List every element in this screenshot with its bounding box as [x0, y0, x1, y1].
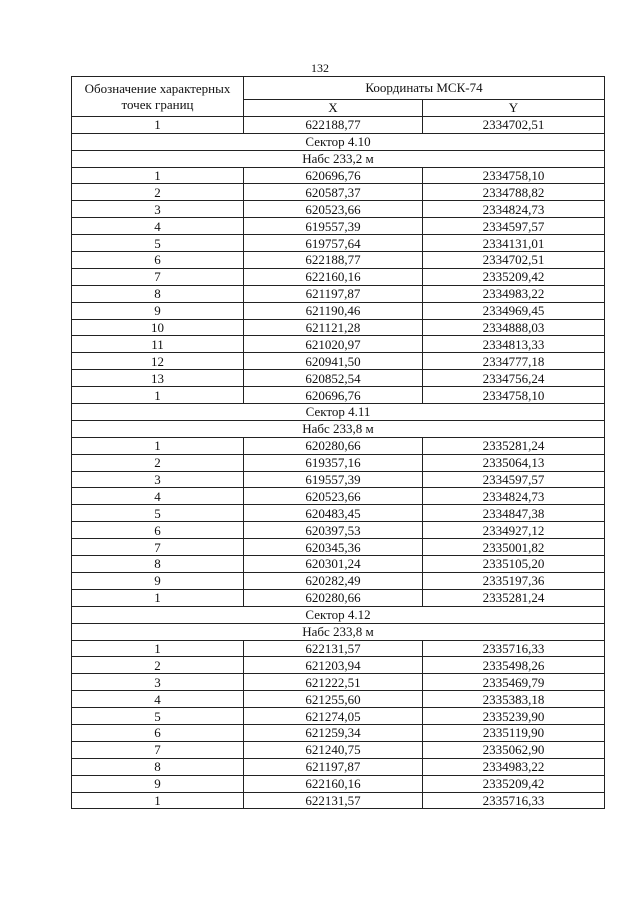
- y-coordinate-cell: 2335383,18: [423, 691, 605, 708]
- header-coordinates-group: Координаты МСК-74: [244, 77, 605, 100]
- point-id-cell: 7: [72, 539, 244, 556]
- sector-heading-row: [72, 404, 605, 421]
- sector-heading-row: [72, 606, 605, 623]
- point-id-cell: 6: [72, 724, 244, 741]
- coordinates-table: [71, 76, 605, 809]
- table-row: [72, 201, 605, 218]
- header-y: Y: [423, 100, 605, 117]
- table-row: [72, 539, 605, 556]
- y-coordinate-cell: 2335281,24: [423, 437, 605, 454]
- y-coordinate-cell: 2334788,82: [423, 184, 605, 201]
- point-id-cell: 1: [72, 167, 244, 184]
- y-coordinate-cell: 2334131,01: [423, 235, 605, 252]
- y-coordinate-cell: 2335062,90: [423, 741, 605, 758]
- sector-title: Сектор 4.12: [72, 606, 605, 623]
- point-id-cell: 3: [72, 201, 244, 218]
- absolute-height-label: Набс 233,2 м: [72, 150, 605, 167]
- x-coordinate-cell: 621274,05: [244, 708, 423, 725]
- point-id-cell: 1: [72, 589, 244, 606]
- point-id-cell: 4: [72, 488, 244, 505]
- x-coordinate-cell: 620696,76: [244, 167, 423, 184]
- y-coordinate-cell: 2334597,57: [423, 471, 605, 488]
- table-row: [72, 184, 605, 201]
- point-id-cell: 6: [72, 522, 244, 539]
- table-row: [72, 167, 605, 184]
- y-coordinate-cell: 2334927,12: [423, 522, 605, 539]
- point-id-cell: 9: [72, 572, 244, 589]
- altitude-row: [72, 623, 605, 640]
- point-id-cell: 9: [72, 302, 244, 319]
- x-coordinate-cell: 620852,54: [244, 370, 423, 387]
- point-id-cell: 9: [72, 775, 244, 792]
- table-row: [72, 522, 605, 539]
- point-id-cell: 12: [72, 353, 244, 370]
- y-coordinate-cell: 2334824,73: [423, 488, 605, 505]
- x-coordinate-cell: 619557,39: [244, 218, 423, 235]
- y-coordinate-cell: 2335239,90: [423, 708, 605, 725]
- y-coordinate-cell: 2335197,36: [423, 572, 605, 589]
- table-row: [72, 640, 605, 657]
- y-coordinate-cell: 2335498,26: [423, 657, 605, 674]
- y-coordinate-cell: 2335209,42: [423, 268, 605, 285]
- x-coordinate-cell: 620280,66: [244, 589, 423, 606]
- x-coordinate-cell: 620483,45: [244, 505, 423, 522]
- header-point-designation: Обозначение характерных точек границ: [72, 77, 244, 117]
- x-coordinate-cell: 621197,87: [244, 285, 423, 302]
- x-coordinate-cell: 622131,57: [244, 792, 423, 809]
- y-coordinate-cell: 2334847,38: [423, 505, 605, 522]
- y-coordinate-cell: 2334888,03: [423, 319, 605, 336]
- y-coordinate-cell: 2335064,13: [423, 454, 605, 471]
- point-id-cell: 2: [72, 454, 244, 471]
- x-coordinate-cell: 622131,57: [244, 640, 423, 657]
- point-id-cell: 1: [72, 792, 244, 809]
- point-id-cell: 13: [72, 370, 244, 387]
- page-number: 132: [311, 61, 329, 75]
- y-coordinate-cell: 2334983,22: [423, 758, 605, 775]
- y-coordinate-cell: 2334702,51: [423, 252, 605, 269]
- sector-title: Сектор 4.11: [72, 404, 605, 421]
- table-row: [72, 336, 605, 353]
- y-coordinate-cell: 2334824,73: [423, 201, 605, 218]
- table-row: [72, 319, 605, 336]
- y-coordinate-cell: 2334756,24: [423, 370, 605, 387]
- x-coordinate-cell: 621255,60: [244, 691, 423, 708]
- table-row: [72, 691, 605, 708]
- y-coordinate-cell: 2335001,82: [423, 539, 605, 556]
- table-row: [72, 775, 605, 792]
- table-row: [72, 252, 605, 269]
- point-id-cell: 7: [72, 268, 244, 285]
- table-row: [72, 488, 605, 505]
- table-row: [72, 235, 605, 252]
- y-coordinate-cell: 2334983,22: [423, 285, 605, 302]
- x-coordinate-cell: 620282,49: [244, 572, 423, 589]
- y-coordinate-cell: 2335281,24: [423, 589, 605, 606]
- table-row: [72, 353, 605, 370]
- table-row: [72, 285, 605, 302]
- x-coordinate-cell: 622160,16: [244, 775, 423, 792]
- point-id-cell: 2: [72, 184, 244, 201]
- table-row: [72, 302, 605, 319]
- absolute-height-label: Набс 233,8 м: [72, 623, 605, 640]
- x-coordinate-cell: 620345,36: [244, 539, 423, 556]
- point-id-cell: 8: [72, 758, 244, 775]
- table-row: [72, 370, 605, 387]
- point-id-cell: 10: [72, 319, 244, 336]
- table-row: [72, 741, 605, 758]
- point-id-cell: 5: [72, 708, 244, 725]
- table-row: [72, 454, 605, 471]
- point-id-cell: 1: [72, 437, 244, 454]
- y-coordinate-cell: 2335716,33: [423, 792, 605, 809]
- table-row: [72, 387, 605, 404]
- altitude-row: [72, 420, 605, 437]
- y-coordinate-cell: 2335209,42: [423, 775, 605, 792]
- y-coordinate-cell: 2335119,90: [423, 724, 605, 741]
- x-coordinate-cell: 620280,66: [244, 437, 423, 454]
- x-coordinate-cell: 620941,50: [244, 353, 423, 370]
- point-id-cell: 2: [72, 657, 244, 674]
- table-row: [72, 268, 605, 285]
- point-id-cell: 8: [72, 556, 244, 573]
- point-id-cell: 1: [72, 640, 244, 657]
- y-coordinate-cell: 2334758,10: [423, 167, 605, 184]
- table-row: [72, 218, 605, 235]
- point-id-cell: 1: [72, 387, 244, 404]
- table-row: [72, 437, 605, 454]
- x-coordinate-cell: 619357,16: [244, 454, 423, 471]
- table-row: [72, 724, 605, 741]
- x-coordinate-cell: 622188,77: [244, 116, 423, 133]
- x-coordinate-cell: 621240,75: [244, 741, 423, 758]
- point-id-cell: 7: [72, 741, 244, 758]
- header-row-main: [72, 77, 605, 100]
- point-id-cell: 3: [72, 674, 244, 691]
- y-coordinate-cell: 2334702,51: [423, 116, 605, 133]
- absolute-height-label: Набс 233,8 м: [72, 420, 605, 437]
- x-coordinate-cell: 620523,66: [244, 488, 423, 505]
- sector-title: Сектор 4.10: [72, 133, 605, 150]
- x-coordinate-cell: 621203,94: [244, 657, 423, 674]
- x-coordinate-cell: 621190,46: [244, 302, 423, 319]
- x-coordinate-cell: 620696,76: [244, 387, 423, 404]
- point-id-cell: 4: [72, 218, 244, 235]
- y-coordinate-cell: 2335716,33: [423, 640, 605, 657]
- point-id-cell: 5: [72, 505, 244, 522]
- point-id-cell: 6: [72, 252, 244, 269]
- table-row: [72, 589, 605, 606]
- point-id-cell: 3: [72, 471, 244, 488]
- point-id-cell: 11: [72, 336, 244, 353]
- table-row: [72, 556, 605, 573]
- y-coordinate-cell: 2334777,18: [423, 353, 605, 370]
- table-row: [72, 572, 605, 589]
- altitude-row: [72, 150, 605, 167]
- point-id-cell: 8: [72, 285, 244, 302]
- x-coordinate-cell: 619557,39: [244, 471, 423, 488]
- x-coordinate-cell: 622160,16: [244, 268, 423, 285]
- x-coordinate-cell: 621020,97: [244, 336, 423, 353]
- table-header: [72, 77, 605, 117]
- y-coordinate-cell: 2334813,33: [423, 336, 605, 353]
- x-coordinate-cell: 621197,87: [244, 758, 423, 775]
- y-coordinate-cell: 2334758,10: [423, 387, 605, 404]
- table-row: [72, 708, 605, 725]
- table-row: [72, 471, 605, 488]
- point-id-cell: 4: [72, 691, 244, 708]
- table-row: [72, 657, 605, 674]
- table-row: [72, 505, 605, 522]
- x-coordinate-cell: 621259,34: [244, 724, 423, 741]
- x-coordinate-cell: 621222,51: [244, 674, 423, 691]
- x-coordinate-cell: 622188,77: [244, 252, 423, 269]
- x-coordinate-cell: 620523,66: [244, 201, 423, 218]
- x-coordinate-cell: 620301,24: [244, 556, 423, 573]
- x-coordinate-cell: 619757,64: [244, 235, 423, 252]
- y-coordinate-cell: 2334597,57: [423, 218, 605, 235]
- x-coordinate-cell: 621121,28: [244, 319, 423, 336]
- point-id-cell: 1: [72, 116, 244, 133]
- table-row: [72, 792, 605, 809]
- y-coordinate-cell: 2334969,45: [423, 302, 605, 319]
- table-row: [72, 758, 605, 775]
- table-row: [72, 116, 605, 133]
- x-coordinate-cell: 620587,37: [244, 184, 423, 201]
- y-coordinate-cell: 2335469,79: [423, 674, 605, 691]
- header-x: X: [244, 100, 423, 117]
- y-coordinate-cell: 2335105,20: [423, 556, 605, 573]
- x-coordinate-cell: 620397,53: [244, 522, 423, 539]
- sector-heading-row: [72, 133, 605, 150]
- table-body: [72, 116, 605, 809]
- table-row: [72, 674, 605, 691]
- point-id-cell: 5: [72, 235, 244, 252]
